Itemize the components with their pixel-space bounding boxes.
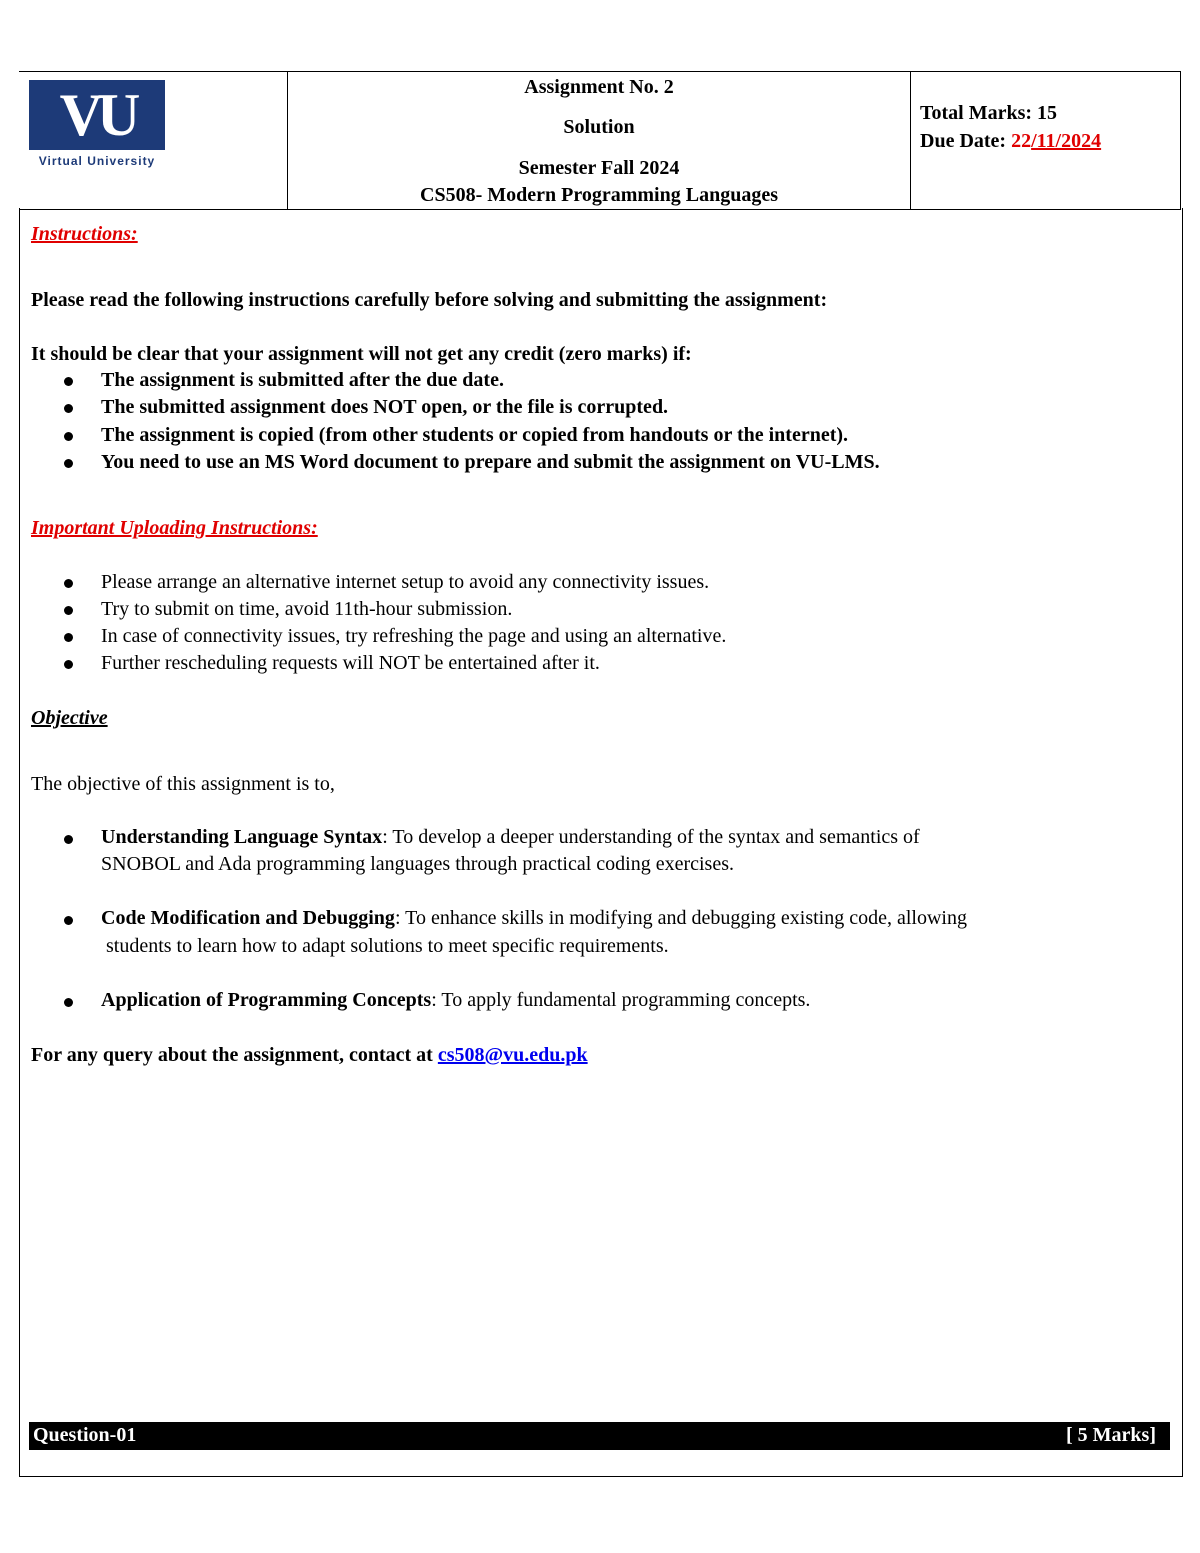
logo-cell <box>19 72 287 209</box>
bullet-icon <box>64 660 73 669</box>
due-date-label: Due Date: <box>920 130 1007 152</box>
instructions-intro: Please read the following instructions carefully before solving and submitting the assignment: <box>31 289 828 311</box>
contact-text: For any query about the assignment, contact at <box>31 1044 438 1066</box>
question-label: Question-01 <box>33 1424 137 1446</box>
title-cell <box>287 72 911 209</box>
bullet-icon <box>64 404 73 413</box>
instruction-item: The submitted assignment does NOT open, or the file is corrupted. <box>101 396 669 418</box>
objective-item-text: : To develop a deeper understanding of the syntax and semantics of <box>382 826 920 848</box>
uploading-item: Please arrange an alternative internet setup to avoid any connectivity issues. <box>101 571 710 593</box>
bullet-icon <box>64 835 73 844</box>
bullet-icon <box>64 606 73 615</box>
bullet-icon <box>64 432 73 441</box>
instruction-item: The assignment is copied (from other students or copied from handouts or the internet). <box>101 424 849 446</box>
due-date-day: 22 <box>1011 130 1032 152</box>
due-date-rest: /11/2024 <box>1031 130 1102 152</box>
objective-item <box>101 907 967 930</box>
objective-item-title: Understanding Language Syntax <box>101 826 383 848</box>
uploading-item: Try to submit on time, avoid 11th-hour submission. <box>101 598 513 620</box>
instruction-item: You need to use an MS Word document to prepare and submit the assignment on VU-LMS. <box>101 451 880 473</box>
solution-label: Solution <box>563 116 635 138</box>
objective-item-title: Application of Programming Concepts <box>101 989 432 1011</box>
objective-item-continuation: students to learn how to adapt solutions to meet specific requirements. <box>101 935 669 957</box>
marks-cell <box>910 72 1181 209</box>
question-marks: [ 5 Marks] <box>1066 1424 1156 1446</box>
header-table <box>19 71 1181 210</box>
uploading-heading: Important Uploading Instructions: <box>31 517 318 539</box>
assignment-title: Assignment No. 2 <box>524 76 674 98</box>
total-marks-value: 15 <box>1037 102 1058 124</box>
logo-letters: VU <box>59 82 135 148</box>
uploading-item: In case of connectivity issues, try refreshing the page and using an alternative. <box>101 625 727 647</box>
objective-item-text: : To enhance skills in modifying and debugging existing code, allowing <box>394 907 967 929</box>
objective-item-continuation: SNOBOL and Ada programming languages through practical coding exercises. <box>101 853 734 875</box>
total-marks-label: Total Marks: <box>920 102 1033 124</box>
vu-logo <box>29 80 165 172</box>
contact-line <box>31 1044 588 1067</box>
bullet-icon <box>64 459 73 468</box>
objective-heading: Objective <box>31 707 108 729</box>
objective-item <box>101 989 810 1012</box>
objective-item <box>101 826 920 849</box>
instruction-item: The assignment is submitted after the due date. <box>101 369 504 391</box>
instructions-heading: Instructions: <box>31 223 138 245</box>
total-marks <box>920 102 1057 125</box>
due-date <box>920 130 1101 153</box>
objective-item-title: Code Modification and Debugging <box>101 907 395 929</box>
bullet-icon <box>64 633 73 642</box>
course-title: CS508- Modern Programming Languages <box>420 184 778 206</box>
logo-subtitle: Virtual University <box>38 154 156 168</box>
uploading-item: Further rescheduling requests will NOT be entertained after it. <box>101 652 600 674</box>
semester-label: Semester Fall 2024 <box>518 157 680 179</box>
bullet-icon <box>64 916 73 925</box>
bullet-icon <box>64 377 73 386</box>
objective-item-text: : To apply fundamental programming concepts. <box>431 989 811 1011</box>
bullet-icon <box>64 579 73 588</box>
bullet-icon <box>64 998 73 1007</box>
contact-email-link[interactable]: cs508@vu.edu.pk <box>437 1044 588 1066</box>
question-bar <box>29 1422 1170 1450</box>
objective-intro: The objective of this assignment is to, <box>31 773 335 795</box>
zero-credit-text: It should be clear that your assignment will not get any credit (zero marks) if: <box>31 343 692 365</box>
